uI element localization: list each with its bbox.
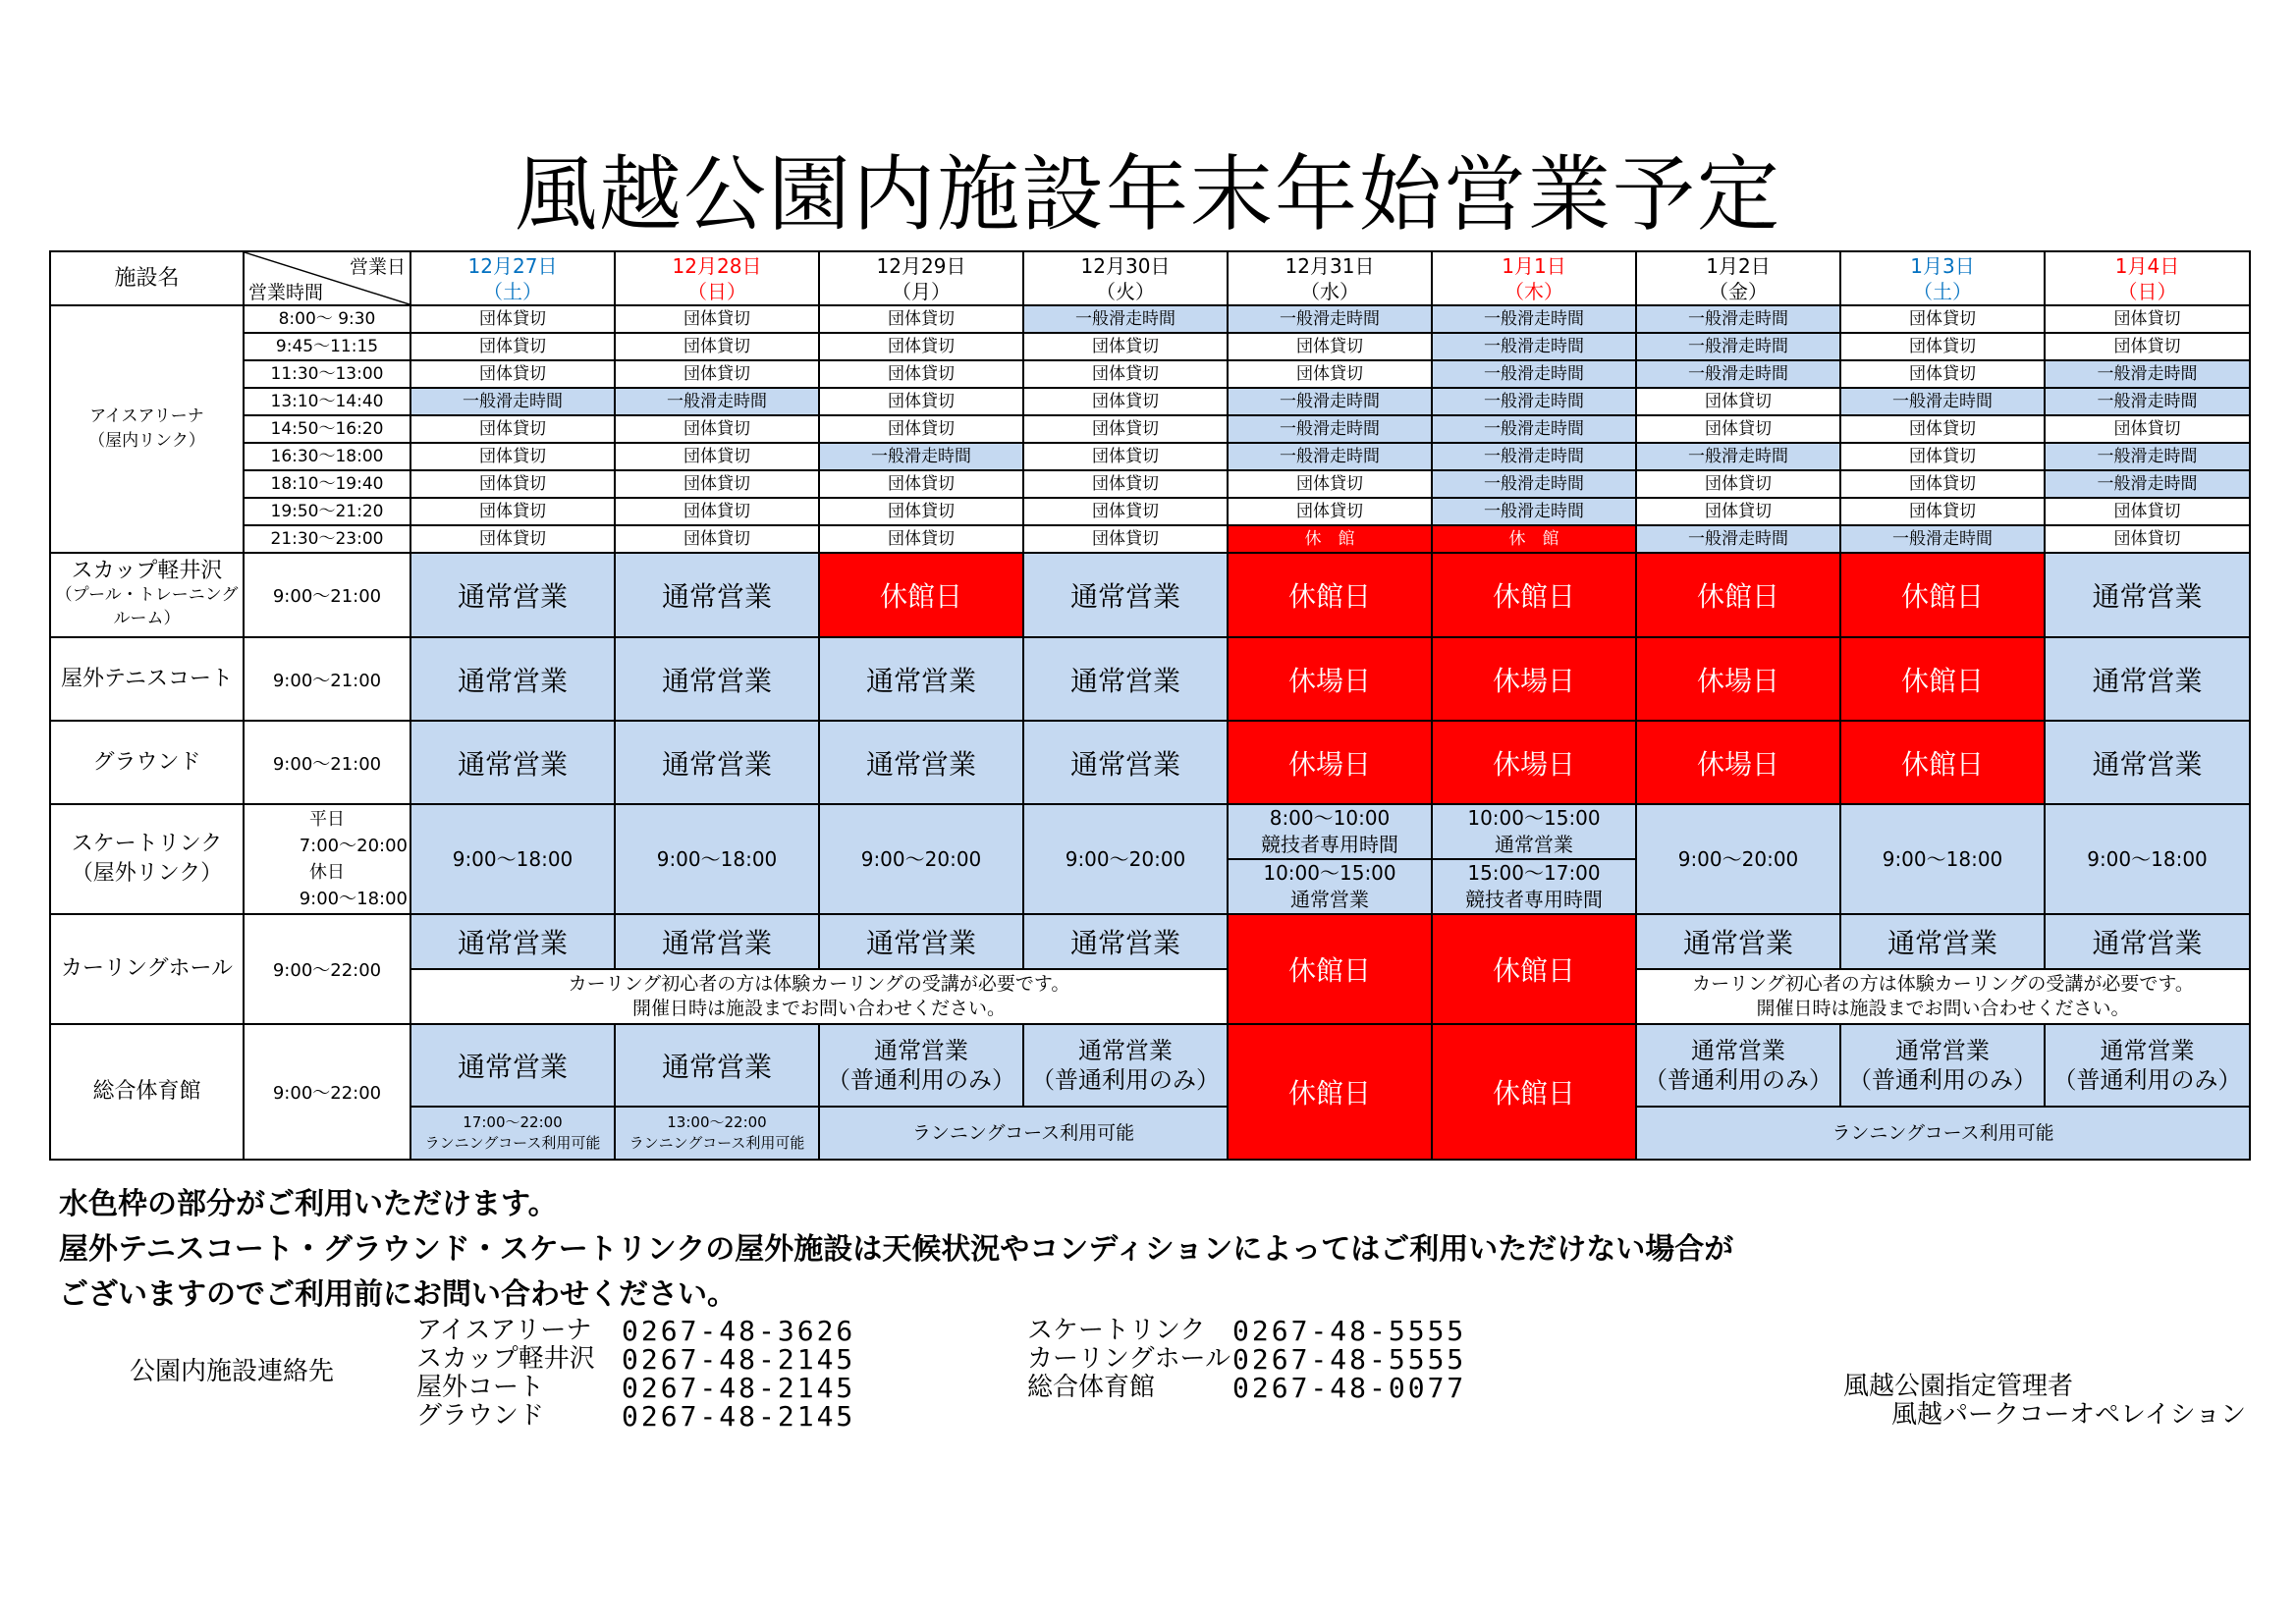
schedule-cell: 団体貸切 bbox=[615, 360, 819, 388]
contact-phone: 0267-48-2145 bbox=[622, 1343, 856, 1376]
date-label: 12月31日 bbox=[1285, 253, 1375, 278]
schedule-cell: 一般滑走時間 bbox=[1432, 360, 1636, 388]
facility-name-curling: カーリングホール bbox=[50, 914, 244, 1024]
facility-subname: （屋外リンク） bbox=[71, 861, 223, 886]
schedule-cell: 一般滑走時間 bbox=[410, 388, 615, 415]
schedule-cell: 9:00～20:00 bbox=[819, 804, 1023, 914]
schedule-cell: 団体貸切 bbox=[2045, 525, 2250, 553]
schedule-cell: 一般滑走時間 bbox=[1432, 470, 1636, 498]
date-header bbox=[1228, 251, 1432, 305]
schedule-cell: 9:00～20:00 bbox=[1636, 804, 1840, 914]
schedule-cell: 一般滑走時間 bbox=[1840, 525, 2045, 553]
running-course-cell: ランニングコース利用可能 bbox=[819, 1107, 1228, 1160]
usage-text: 競技者専用時間 bbox=[1261, 833, 1398, 856]
dow-label: （日） bbox=[687, 279, 746, 303]
curling-row bbox=[50, 914, 2250, 969]
contacts-label: 公園内施設連絡先 bbox=[130, 1357, 335, 1386]
schedule-cell: 団体貸切 bbox=[819, 525, 1023, 553]
time-slot: 14:50～16:20 bbox=[244, 415, 410, 443]
dow-label: （水） bbox=[1300, 279, 1359, 303]
date-header bbox=[1636, 251, 1840, 305]
schedule-cell: 一般滑走時間 bbox=[1432, 388, 1636, 415]
schedule-cell: 団体貸切 bbox=[1636, 388, 1840, 415]
schedule-cell: 団体貸切 bbox=[1023, 525, 1228, 553]
schedule-cell: 団体貸切 bbox=[615, 498, 819, 525]
schedule-cell: 団体貸切 bbox=[410, 525, 615, 553]
notice-line: 屋外テニスコート・グラウンド・スケートリンクの屋外施設は天候状況やコンディションによってはご利用いただけない場合が bbox=[59, 1232, 1734, 1267]
schedule-cell: 通常営業 bbox=[1636, 914, 1840, 969]
usage-text: 通常営業 bbox=[874, 1037, 968, 1064]
schedule-cell: 一般滑走時間 bbox=[1636, 443, 1840, 470]
schedule-table bbox=[49, 250, 2251, 1161]
schedule-cell: 団体貸切 bbox=[615, 470, 819, 498]
schedule-cell: 通常営業 bbox=[1840, 914, 2045, 969]
schedule-cell: 通常営業 bbox=[410, 721, 615, 804]
usage-subtext: （普通利用のみ） bbox=[2052, 1066, 2242, 1094]
time-slot: 11:30～13:00 bbox=[244, 360, 410, 388]
running-course-cell: ランニングコース利用可能 bbox=[1636, 1107, 2250, 1160]
schedule-cell: 一般滑走時間 bbox=[2045, 443, 2250, 470]
schedule-cell: 団体貸切 bbox=[615, 333, 819, 360]
contact-phone: 0267-48-5555 bbox=[1232, 1315, 1467, 1347]
closed-cell: 休館日 bbox=[1228, 1024, 1432, 1160]
time-slot: 16:30～18:00 bbox=[244, 443, 410, 470]
date-label: 1月3日 bbox=[1910, 253, 1975, 278]
usage-text: 通常営業 bbox=[2100, 1037, 2195, 1064]
facility-subname: （プール・トレーニング bbox=[55, 585, 239, 605]
time-text: 10:00～15:00 bbox=[1263, 861, 1396, 885]
date-header bbox=[819, 251, 1023, 305]
corner-header bbox=[244, 251, 410, 305]
contact-name: カーリングホール bbox=[1027, 1344, 1230, 1374]
business-hours: 9:00～22:00 bbox=[244, 914, 410, 1024]
schedule-cell: 通常営業 bbox=[2045, 637, 2250, 721]
time-text: 10:00～15:00 bbox=[1467, 806, 1601, 830]
schedule-cell: 団体貸切 bbox=[819, 470, 1023, 498]
schedule-cell: 一般滑走時間 bbox=[1432, 305, 1636, 333]
schedule-cell: 一般滑走時間 bbox=[1636, 525, 1840, 553]
tennis-row bbox=[50, 637, 2250, 721]
facility-name-tennis: 屋外テニスコート bbox=[50, 637, 244, 721]
usage-text: 通常営業 bbox=[1078, 1037, 1173, 1064]
header-row bbox=[50, 251, 2250, 305]
closed-cell: 休館日 bbox=[1840, 637, 2045, 721]
schedule-cell: 団体貸切 bbox=[615, 415, 819, 443]
schedule-cell: 団体貸切 bbox=[1840, 305, 2045, 333]
notice-line: ございますのでご利用前にお問い合わせください。 bbox=[59, 1277, 737, 1312]
schedule-cell: 9:00～18:00 bbox=[615, 804, 819, 914]
ice-arena-row bbox=[50, 305, 2250, 333]
schedule-cell: 一般滑走時間 bbox=[1636, 305, 1840, 333]
schedule-cell: 団体貸切 bbox=[410, 305, 615, 333]
schedule-cell: 一般滑走時間 bbox=[2045, 388, 2250, 415]
schedule-cell: 9:00～18:00 bbox=[1840, 804, 2045, 914]
time-slot: 13:10～14:40 bbox=[244, 388, 410, 415]
usage-subtext: （普通利用のみ） bbox=[1644, 1066, 1832, 1094]
holiday-hours: 9:00～18:00 bbox=[299, 889, 408, 909]
schedule-cell: 通常営業 bbox=[615, 553, 819, 637]
contact-phone: 0267-48-2145 bbox=[622, 1400, 856, 1433]
schedule-cell: 団体貸切 bbox=[819, 305, 1023, 333]
schedule-cell: 団体貸切 bbox=[1228, 470, 1432, 498]
dow-label: （月） bbox=[892, 279, 951, 303]
schedule-cell: 通常営業 bbox=[410, 553, 615, 637]
schedule-cell: 一般滑走時間 bbox=[1432, 498, 1636, 525]
running-course-cell bbox=[410, 1107, 615, 1160]
ice-arena-row bbox=[50, 333, 2250, 360]
date-header bbox=[410, 251, 615, 305]
contact-name: スカップ軽井沢 bbox=[416, 1344, 595, 1374]
schedule-cell: 通常営業 bbox=[615, 721, 819, 804]
closed-cell: 休館日 bbox=[1840, 553, 2045, 637]
schedule-cell: 団体貸切 bbox=[1023, 333, 1228, 360]
scup-row bbox=[50, 553, 2250, 637]
usage-text: 通常営業 bbox=[1895, 1037, 1990, 1064]
schedule-cell: 団体貸切 bbox=[2045, 498, 2250, 525]
facility-name: スカップ軽井沢 bbox=[71, 559, 223, 583]
schedule-cell: 通常営業 bbox=[410, 637, 615, 721]
closed-cell: 休 館 bbox=[1228, 525, 1432, 553]
facility-header: 施設名 bbox=[50, 251, 244, 305]
schedule-cell: 通常営業 bbox=[2045, 914, 2250, 969]
business-day-label: 営業日 bbox=[349, 256, 406, 278]
usage-text: 通常営業 bbox=[1495, 833, 1573, 856]
schedule-cell: 通常営業 bbox=[615, 637, 819, 721]
closed-cell: 休館日 bbox=[1228, 914, 1432, 1024]
schedule-cell: 団体貸切 bbox=[819, 388, 1023, 415]
skate-row bbox=[50, 804, 2250, 859]
schedule-cell: 9:00～18:00 bbox=[2045, 804, 2250, 914]
time-slot: 8:00～ 9:30 bbox=[244, 305, 410, 333]
usage-subtext: （普通利用のみ） bbox=[827, 1066, 1015, 1094]
schedule-cell bbox=[1432, 804, 1636, 859]
schedule-cell: 団体貸切 bbox=[819, 498, 1023, 525]
schedule-cell: 一般滑走時間 bbox=[1840, 388, 2045, 415]
schedule-cell: 団体貸切 bbox=[819, 333, 1023, 360]
curling-note bbox=[1636, 969, 2250, 1024]
schedule-cell: 団体貸切 bbox=[1840, 498, 2045, 525]
time-text: 13:00～22:00 bbox=[667, 1113, 767, 1131]
closed-cell: 休場日 bbox=[1228, 637, 1432, 721]
schedule-cell bbox=[2045, 1024, 2250, 1107]
contact-name: グラウンド bbox=[416, 1401, 545, 1431]
business-hours: 9:00～21:00 bbox=[244, 637, 410, 721]
weekday-label: 平日 bbox=[309, 809, 345, 830]
ice-arena-row bbox=[50, 470, 2250, 498]
facility-name-skate bbox=[50, 804, 244, 914]
closed-cell: 休館日 bbox=[1636, 553, 1840, 637]
facility-name: アイスアリーナ bbox=[89, 406, 204, 426]
gym-row bbox=[50, 1024, 2250, 1107]
schedule-cell: 通常営業 bbox=[1023, 553, 1228, 637]
date-label: 12月27日 bbox=[467, 253, 558, 278]
dow-label: （火） bbox=[1096, 279, 1155, 303]
schedule-cell: 団体貸切 bbox=[1023, 415, 1228, 443]
facility-name-ice-arena bbox=[50, 305, 244, 553]
manager-title: 風越公園指定管理者 bbox=[1843, 1372, 2074, 1401]
schedule-cell: 通常営業 bbox=[410, 1024, 615, 1107]
schedule-cell: 一般滑走時間 bbox=[1432, 415, 1636, 443]
contact-phone: 0267-48-2145 bbox=[622, 1372, 856, 1404]
schedule-cell: 団体貸切 bbox=[1840, 333, 2045, 360]
schedule-cell: 団体貸切 bbox=[410, 470, 615, 498]
schedule-cell bbox=[1228, 804, 1432, 859]
business-hours: 9:00～22:00 bbox=[244, 1024, 410, 1160]
schedule-cell: 団体貸切 bbox=[410, 360, 615, 388]
dow-label: （土） bbox=[483, 279, 542, 303]
closed-cell: 休館日 bbox=[1432, 553, 1636, 637]
schedule-cell: 団体貸切 bbox=[1636, 470, 1840, 498]
business-hours-skate bbox=[244, 804, 410, 914]
facility-subname: （屋内リンク） bbox=[88, 431, 205, 451]
schedule-cell bbox=[1023, 1024, 1228, 1107]
schedule-cell bbox=[1228, 859, 1432, 914]
contact-name: スケートリンク bbox=[1027, 1316, 1206, 1345]
schedule-cell: 一般滑走時間 bbox=[2045, 470, 2250, 498]
date-header bbox=[1432, 251, 1636, 305]
schedule-cell: 通常営業 bbox=[1023, 637, 1228, 721]
schedule-cell: 団体貸切 bbox=[410, 498, 615, 525]
date-label: 12月29日 bbox=[876, 253, 966, 278]
schedule-cell: 通常営業 bbox=[615, 914, 819, 969]
contact-name: 総合体育館 bbox=[1027, 1373, 1156, 1402]
schedule-cell: 団体貸切 bbox=[1023, 498, 1228, 525]
schedule-cell: 通常営業 bbox=[819, 637, 1023, 721]
schedule-cell: 団体貸切 bbox=[410, 443, 615, 470]
schedule-cell: 通常営業 bbox=[819, 914, 1023, 969]
time-slot: 19:50～21:20 bbox=[244, 498, 410, 525]
schedule-cell: 一般滑走時間 bbox=[1432, 333, 1636, 360]
schedule-cell: 団体貸切 bbox=[1636, 498, 1840, 525]
ice-arena-row bbox=[50, 443, 2250, 470]
schedule-cell: 団体貸切 bbox=[615, 443, 819, 470]
date-header bbox=[2045, 251, 2250, 305]
time-slot: 18:10～19:40 bbox=[244, 470, 410, 498]
dow-label: （日） bbox=[2117, 279, 2177, 303]
schedule-cell: 団体貸切 bbox=[2045, 415, 2250, 443]
time-slot: 9:45～11:15 bbox=[244, 333, 410, 360]
facility-name-scup bbox=[50, 553, 244, 637]
schedule-cell: 団体貸切 bbox=[1840, 415, 2045, 443]
business-hours: 9:00～21:00 bbox=[244, 553, 410, 637]
closed-cell: 休場日 bbox=[1228, 721, 1432, 804]
schedule-cell: 一般滑走時間 bbox=[1228, 443, 1432, 470]
schedule-cell: 団体貸切 bbox=[410, 333, 615, 360]
weekday-hours: 7:00～20:00 bbox=[299, 836, 408, 856]
contact-phone: 0267-48-3626 bbox=[622, 1315, 856, 1347]
closed-cell: 休館日 bbox=[819, 553, 1023, 637]
schedule-cell: 一般滑走時間 bbox=[1636, 360, 1840, 388]
business-hours-label: 営業時間 bbox=[248, 282, 324, 303]
curling-note bbox=[410, 969, 1228, 1024]
note-line: 開催日時は施設までお問い合わせください。 bbox=[1756, 998, 2130, 1019]
time-text: 8:00～10:00 bbox=[1269, 806, 1391, 830]
dow-label: （土） bbox=[1913, 279, 1972, 303]
time-text: 15:00～17:00 bbox=[1467, 861, 1601, 885]
schedule-cell bbox=[1636, 1024, 1840, 1107]
closed-cell: 休場日 bbox=[1432, 637, 1636, 721]
schedule-cell: 団体貸切 bbox=[1228, 333, 1432, 360]
schedule-cell: 一般滑走時間 bbox=[615, 388, 819, 415]
usage-subtext: （普通利用のみ） bbox=[1031, 1066, 1220, 1094]
closed-cell: 休館日 bbox=[1840, 721, 2045, 804]
usage-subtext: （普通利用のみ） bbox=[1848, 1066, 2037, 1094]
ice-arena-row bbox=[50, 415, 2250, 443]
schedule-cell: 9:00～18:00 bbox=[410, 804, 615, 914]
ice-arena-row bbox=[50, 525, 2250, 553]
closed-cell: 休場日 bbox=[1636, 637, 1840, 721]
note-line: 開催日時は施設までお問い合わせください。 bbox=[631, 998, 1006, 1019]
date-header bbox=[1840, 251, 2045, 305]
ice-arena-row bbox=[50, 498, 2250, 525]
schedule-cell: 団体貸切 bbox=[615, 525, 819, 553]
facility-subname: ルーム） bbox=[113, 609, 181, 628]
note-line: カーリング初心者の方は体験カーリングの受講が必要です。 bbox=[568, 973, 1070, 995]
schedule-cell: 団体貸切 bbox=[1840, 443, 2045, 470]
schedule-cell: 団体貸切 bbox=[1228, 498, 1432, 525]
date-label: 1月2日 bbox=[1706, 253, 1771, 278]
schedule-cell: 団体貸切 bbox=[2045, 333, 2250, 360]
schedule-cell: 通常営業 bbox=[410, 914, 615, 969]
schedule-cell: 一般滑走時間 bbox=[2045, 360, 2250, 388]
schedule-cell: 一般滑走時間 bbox=[1023, 305, 1228, 333]
schedule-cell: 団体貸切 bbox=[1228, 360, 1432, 388]
schedule-cell: 団体貸切 bbox=[1023, 470, 1228, 498]
closed-cell: 休館日 bbox=[1432, 1024, 1636, 1160]
ice-arena-row bbox=[50, 388, 2250, 415]
dow-label: （木） bbox=[1504, 279, 1563, 303]
schedule-cell: 団体貸切 bbox=[410, 415, 615, 443]
ice-arena-row bbox=[50, 360, 2250, 388]
running-course-text: ランニングコース利用可能 bbox=[629, 1134, 805, 1152]
schedule-cell: 団体貸切 bbox=[1023, 443, 1228, 470]
schedule-cell: 団体貸切 bbox=[1023, 360, 1228, 388]
facility-name-gym: 総合体育館 bbox=[50, 1024, 244, 1160]
time-text: 17:00～22:00 bbox=[463, 1113, 563, 1131]
note-line: カーリング初心者の方は体験カーリングの受講が必要です。 bbox=[1692, 973, 2194, 995]
contact-phone: 0267-48-0077 bbox=[1232, 1372, 1467, 1404]
schedule-cell: 一般滑走時間 bbox=[1228, 305, 1432, 333]
schedule-cell bbox=[819, 1024, 1023, 1107]
date-label: 1月1日 bbox=[1502, 253, 1566, 278]
schedule-cell: 団体貸切 bbox=[819, 415, 1023, 443]
schedule-cell: 通常営業 bbox=[819, 721, 1023, 804]
closed-cell: 休館日 bbox=[1228, 553, 1432, 637]
date-label: 1月4日 bbox=[2114, 253, 2180, 278]
closed-cell: 休 館 bbox=[1432, 525, 1636, 553]
schedule-cell: 一般滑走時間 bbox=[1432, 443, 1636, 470]
schedule-cell: 通常営業 bbox=[615, 1024, 819, 1107]
schedule-cell: 一般滑走時間 bbox=[819, 443, 1023, 470]
schedule-cell: 一般滑走時間 bbox=[1228, 388, 1432, 415]
facility-name: スケートリンク bbox=[71, 832, 223, 856]
usage-text: 通常営業 bbox=[1691, 1037, 1785, 1064]
closed-cell: 休場日 bbox=[1636, 721, 1840, 804]
holiday-label: 休日 bbox=[309, 862, 345, 883]
schedule-cell: 通常営業 bbox=[2045, 721, 2250, 804]
closed-cell: 休場日 bbox=[1432, 721, 1636, 804]
schedule-cell: 団体貸切 bbox=[819, 360, 1023, 388]
schedule-cell: 団体貸切 bbox=[1023, 388, 1228, 415]
date-header bbox=[1023, 251, 1228, 305]
schedule-cell: 団体貸切 bbox=[1636, 415, 1840, 443]
ground-row bbox=[50, 721, 2250, 804]
time-slot: 21:30～23:00 bbox=[244, 525, 410, 553]
dow-label: （金） bbox=[1709, 279, 1768, 303]
schedule-cell bbox=[1840, 1024, 2045, 1107]
contact-name: 屋外コート bbox=[416, 1373, 545, 1402]
schedule-cell: 団体貸切 bbox=[2045, 305, 2250, 333]
date-label: 12月28日 bbox=[672, 253, 762, 278]
schedule-cell: 通常営業 bbox=[2045, 553, 2250, 637]
notice-line: 水色枠の部分がご利用いただけます。 bbox=[59, 1187, 558, 1221]
schedule-cell: 9:00～20:00 bbox=[1023, 804, 1228, 914]
date-label: 12月30日 bbox=[1080, 253, 1171, 278]
schedule-cell: 一般滑走時間 bbox=[1636, 333, 1840, 360]
schedule-cell: 団体貸切 bbox=[1840, 360, 2045, 388]
schedule-cell: 通常営業 bbox=[1023, 721, 1228, 804]
running-course-cell bbox=[615, 1107, 819, 1160]
schedule-cell: 団体貸切 bbox=[615, 305, 819, 333]
schedule-cell: 一般滑走時間 bbox=[1228, 415, 1432, 443]
page-title: 風越公園内施設年末年始営業予定 bbox=[514, 146, 1781, 243]
facility-name-ground: グラウンド bbox=[50, 721, 244, 804]
usage-text: 通常営業 bbox=[1290, 888, 1369, 911]
contact-name: アイスアリーナ bbox=[416, 1316, 592, 1345]
schedule-cell bbox=[1432, 859, 1636, 914]
schedule-cell: 通常営業 bbox=[1023, 914, 1228, 969]
closed-cell: 休館日 bbox=[1432, 914, 1636, 1024]
schedule-cell: 団体貸切 bbox=[1840, 470, 2045, 498]
date-header bbox=[615, 251, 819, 305]
contact-phone: 0267-48-5555 bbox=[1232, 1343, 1467, 1376]
usage-text: 競技者専用時間 bbox=[1465, 888, 1603, 911]
manager-name: 風越パークコーオペレイション bbox=[1891, 1400, 2247, 1430]
business-hours: 9:00～21:00 bbox=[244, 721, 410, 804]
running-course-text: ランニングコース利用可能 bbox=[424, 1134, 601, 1152]
